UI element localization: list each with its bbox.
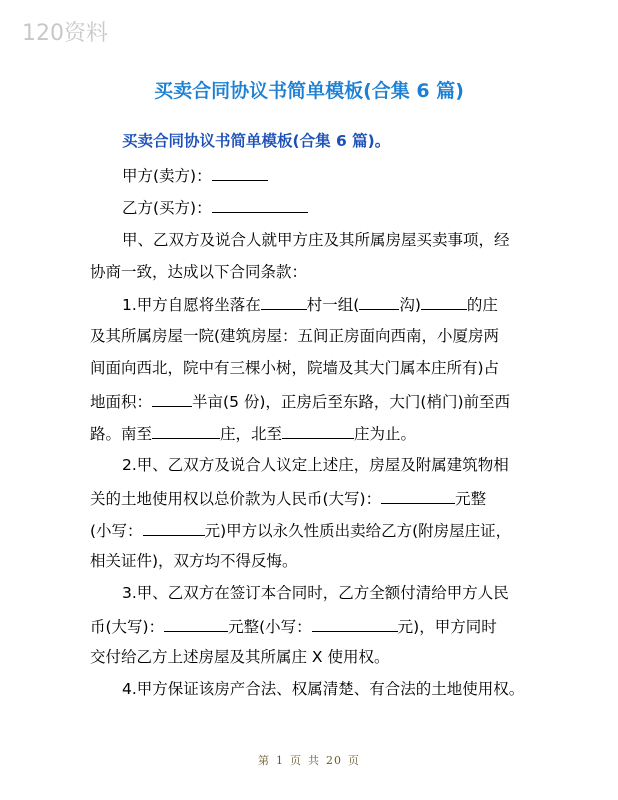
area-blank	[152, 390, 192, 407]
watermark: 120资料	[22, 21, 108, 46]
party-b-blank	[212, 196, 308, 213]
clause1-text: 的庄	[466, 296, 498, 314]
party-a-label: 甲方(卖方)：	[122, 167, 212, 185]
clause1-line-3: 间面向西北，院中有三棵小树，院墙及其大门属本庄所有)占	[90, 359, 500, 377]
clause3-line-3: 交付给乙方上述房屋及其所属庄 X 使用权。	[90, 648, 390, 666]
payment-number-blank	[312, 615, 398, 632]
clause3-text: 元整(小写：	[228, 618, 312, 636]
party-a-blank	[212, 164, 268, 181]
footer-text: 页	[290, 754, 302, 767]
clause3-text: 元)，甲方同时	[397, 618, 497, 636]
document-subtitle: 买卖合同协议书简单模板(合集 6 篇)。	[122, 132, 391, 150]
payment-words-blank	[164, 615, 228, 632]
clause1-text: 半亩(5 份)，正房后至东路，大门(梢门)前至西	[192, 393, 510, 411]
total-page-count: 20	[326, 754, 342, 767]
clause1-line-1	[122, 293, 618, 315]
clause1-text: 地面积：	[90, 393, 153, 411]
clause2-line-4: 相关证件)，双方均不得反悔。	[90, 552, 298, 570]
price-words-blank	[381, 487, 455, 504]
intro-line-2: 协商一致，达成以下合同条款：	[90, 263, 308, 281]
clause1-text: 庄，北至	[220, 425, 283, 443]
party-b-label: 乙方(买方)：	[122, 199, 212, 217]
clause2-text: (小写：	[90, 522, 143, 540]
footer-text: 第	[258, 754, 270, 767]
estate-blank	[421, 293, 467, 310]
clause2-line-2	[90, 487, 618, 509]
north-blank	[282, 422, 354, 439]
clause2-line-1: 2.甲、乙双方及说合人议定上述庄，房屋及附属建筑物相	[122, 456, 509, 474]
gully-blank	[359, 293, 399, 310]
party-a-line	[122, 164, 618, 186]
clause3-text: 币(大写)：	[90, 618, 165, 636]
village-blank	[261, 293, 307, 310]
clause1-text: 庄为止。	[354, 425, 417, 443]
south-blank	[152, 422, 220, 439]
clause3-line-1: 3.甲、乙双方在签订本合同时，乙方全额付清给甲方人民	[122, 584, 509, 602]
intro-line-1: 甲、乙双方及说合人就甲方庄及其所属房屋买卖事项，经	[122, 231, 510, 249]
clause2-line-3	[90, 519, 618, 541]
clause2-text: 元整	[455, 490, 487, 508]
clause3-line-2	[90, 615, 618, 637]
footer-text: 共	[308, 754, 320, 767]
clause1-line-2: 及其所属房屋一院(建筑房屋：五间正房面向西南，小厦房两	[90, 327, 500, 345]
clause1-line-4	[90, 390, 618, 412]
current-page-number: 1	[276, 754, 284, 767]
clause2-text: 元)甲方以永久性质出卖给乙方(附房屋庄证，	[204, 522, 512, 540]
page-footer	[0, 752, 618, 768]
clause1-line-5	[90, 422, 618, 444]
clause1-text: 村一组(	[306, 296, 360, 314]
clause1-text: 1.甲方自愿将坐落在	[122, 296, 261, 314]
clause4-line-1: 4.甲方保证该房产合法、权属清楚、有合法的土地使用权。	[122, 680, 525, 698]
document-title: 买卖合同协议书简单模板(合集 6 篇)	[154, 80, 464, 102]
clause1-text: 路。南至	[90, 425, 153, 443]
price-number-blank	[143, 519, 205, 536]
party-b-line	[122, 196, 618, 218]
footer-text: 页	[348, 754, 360, 767]
clause2-text: 关的土地使用权以总价款为人民币(大写)：	[90, 490, 382, 508]
clause1-text: 沟)	[399, 296, 421, 314]
